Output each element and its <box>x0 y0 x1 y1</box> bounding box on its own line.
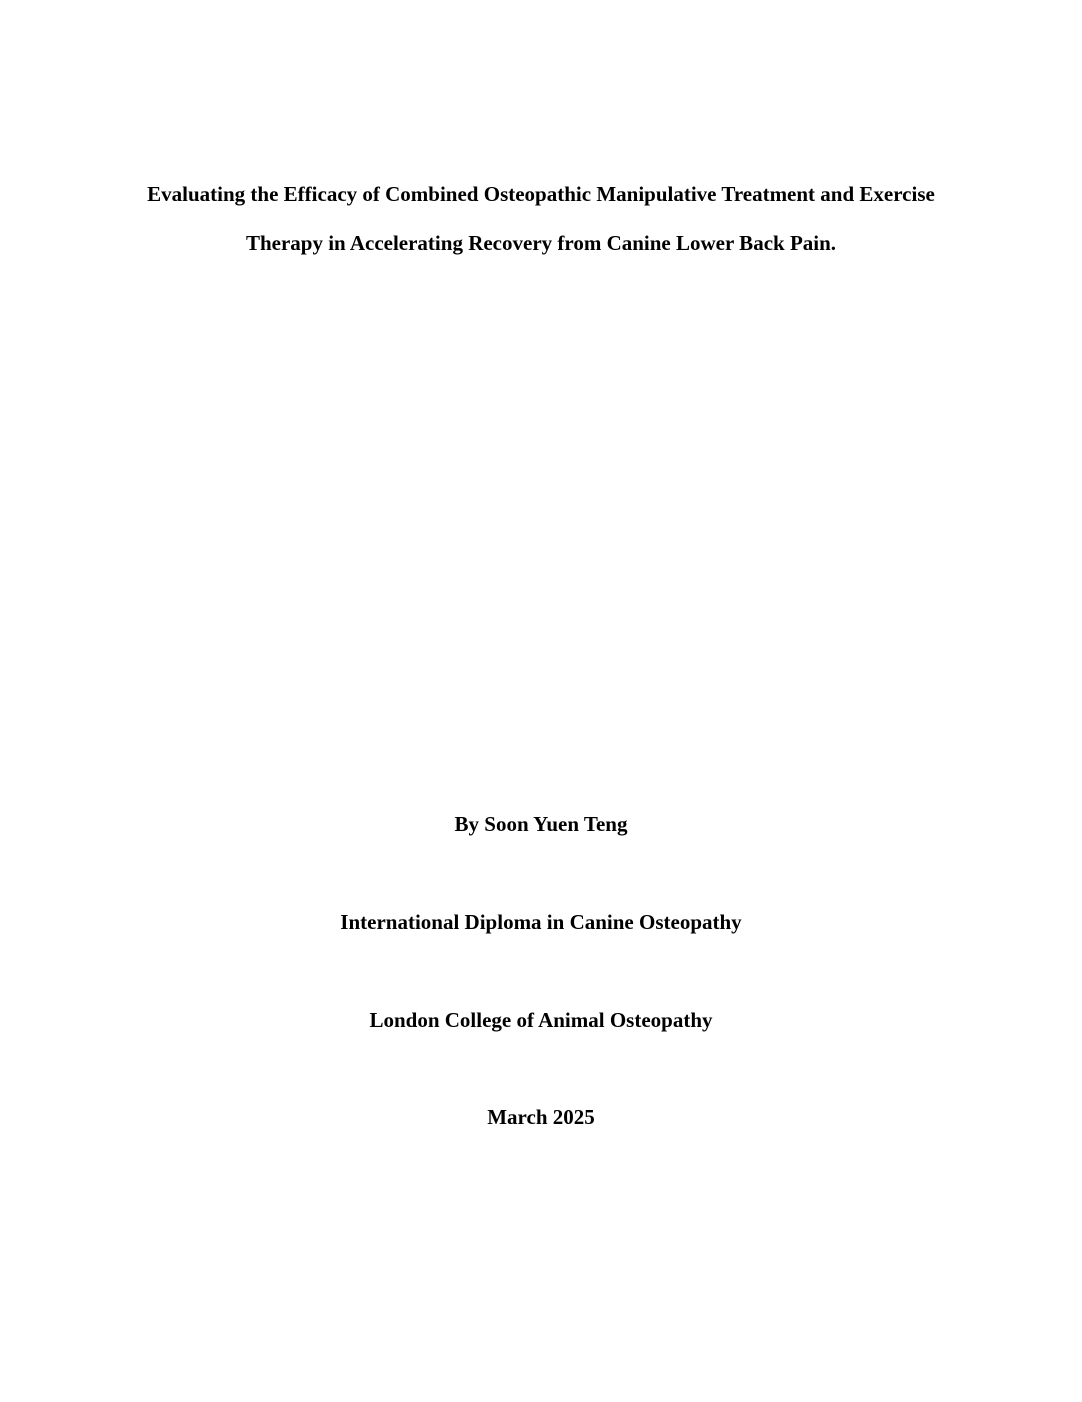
date-line: March 2025 <box>487 1105 595 1129</box>
author-line: By Soon Yuen Teng <box>454 812 628 836</box>
document-title <box>0 170 1082 268</box>
institution-line: London College of Animal Osteopathy <box>369 1008 713 1032</box>
title-line-1: Evaluating the Efficacy of Combined Osteopathic Manipulative Treatment and Exercise <box>147 182 935 206</box>
program-line: International Diploma in Canine Osteopathy <box>340 910 742 934</box>
title-line-2: Therapy in Accelerating Recovery from Canine Lower Back Pain. <box>245 231 837 255</box>
